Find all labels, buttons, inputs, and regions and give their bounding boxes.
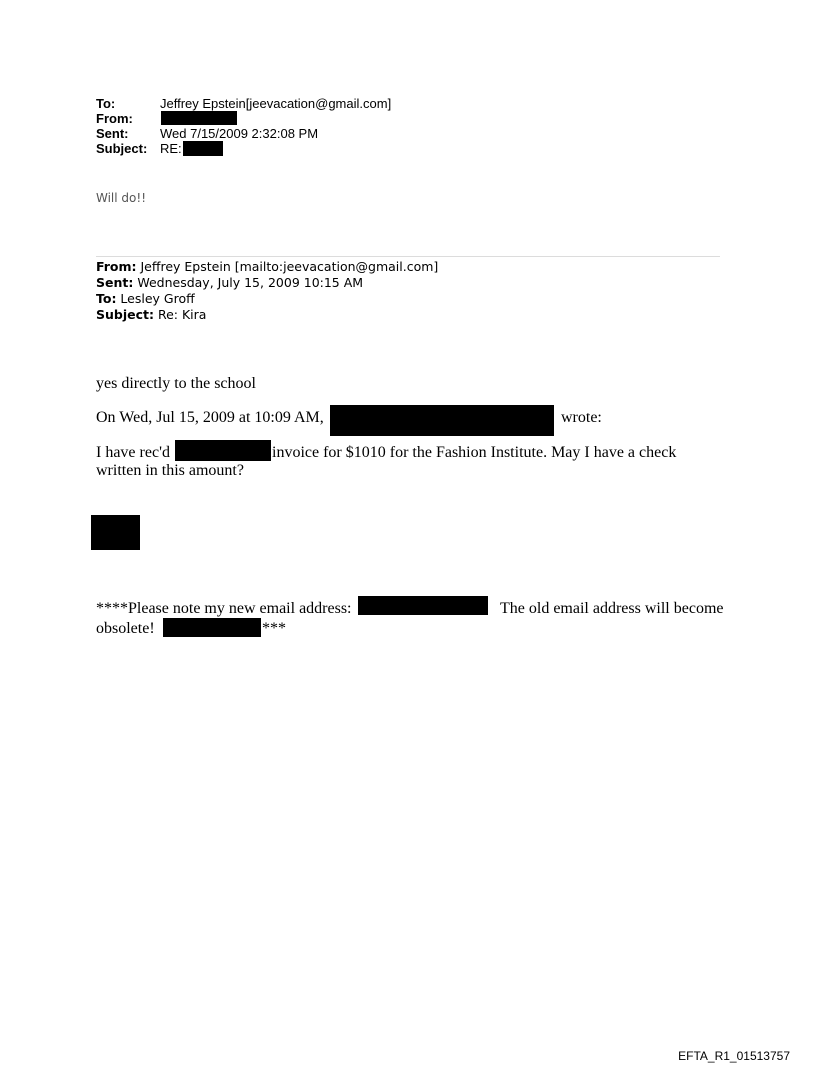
quoted-subject-label: Subject: [96, 307, 154, 322]
subject-value: RE: [160, 141, 182, 156]
redaction-sender [330, 405, 554, 436]
subject-label: Subject: [96, 141, 148, 156]
invoice-suffix: invoice for $1010 for the Fashion Institute. May I have a check [272, 444, 677, 461]
quoted-from-label: From: [96, 259, 137, 274]
document-id: EFTA_R1_01513757 [678, 1049, 790, 1063]
on-wed-suffix: wrote: [561, 409, 602, 426]
divider [96, 256, 720, 257]
redaction-old-email [163, 618, 261, 637]
redaction-new-email [358, 596, 488, 615]
note-suffix: The old email address will become [500, 600, 724, 617]
quoted-from-value: Jeffrey Epstein [mailto:jeevacation@gmail.com] [136, 259, 439, 274]
quoted-header [96, 259, 438, 323]
redaction-signature-block [91, 515, 140, 550]
invoice-prefix: I have rec'd [96, 444, 170, 461]
email-header [96, 97, 496, 161]
redaction-subject [183, 141, 223, 156]
quoted-to-label: To: [96, 291, 117, 306]
on-wed-prefix: On Wed, Jul 15, 2009 at 10:09 AM, [96, 409, 324, 426]
quoted-sent-label: Sent: [96, 275, 134, 290]
quoted-to-value: Lesley Groff [116, 291, 195, 306]
note-prefix: ****Please note my new email address: [96, 600, 352, 617]
obsolete-prefix: obsolete! [96, 620, 155, 637]
redaction-invoice-name [175, 440, 271, 461]
sent-value: Wed 7/15/2009 2:32:08 PM [160, 126, 319, 141]
invoice-line-2: written in this amount? [96, 462, 244, 479]
to-label: To: [96, 96, 116, 111]
obsolete-suffix: *** [262, 620, 286, 637]
message-line-1: yes directly to the school [96, 375, 256, 392]
sent-label: Sent: [96, 126, 129, 141]
redaction-from [161, 111, 237, 125]
quoted-sent-value: Wednesday, July 15, 2009 10:15 AM [133, 275, 364, 290]
to-value: Jeffrey Epstein[jeevacation@gmail.com] [160, 96, 392, 111]
quoted-subject-value: Re: Kira [154, 307, 207, 322]
from-label: From: [96, 111, 133, 126]
reply-text: Will do!! [96, 191, 146, 205]
